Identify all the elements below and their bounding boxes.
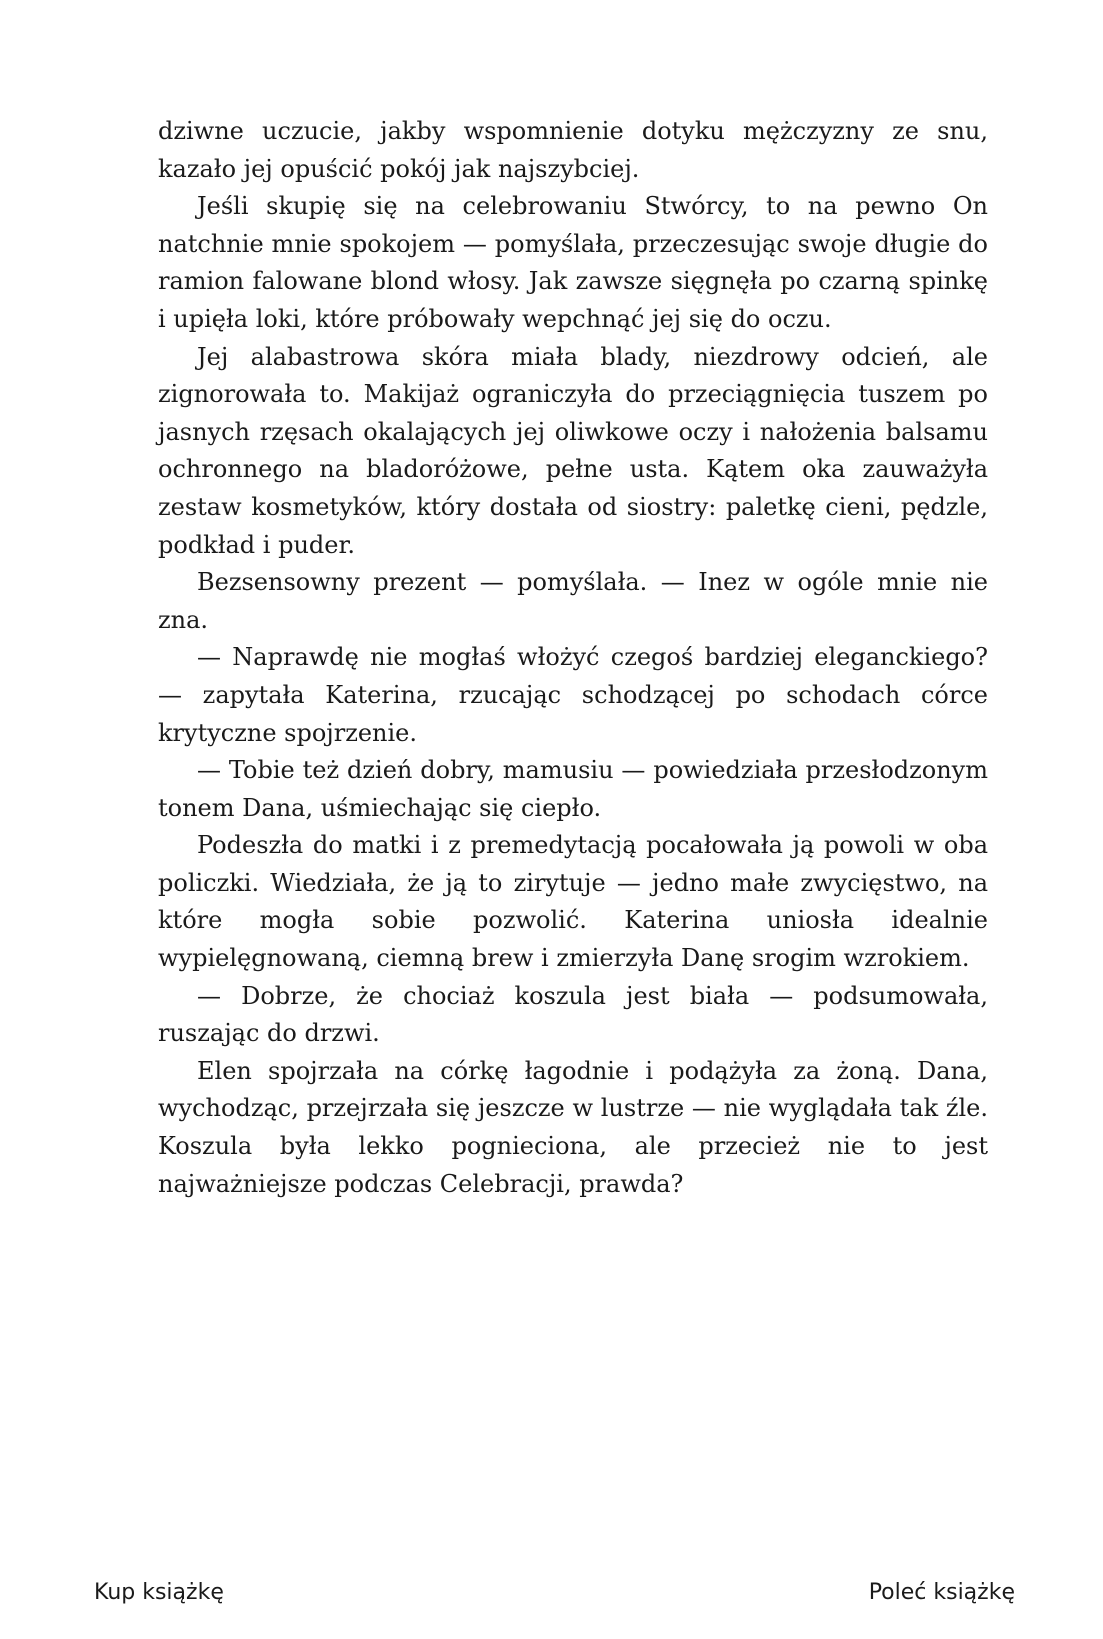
paragraph: Jeśli skupię się na celebrowaniu Stwórcy, to na pewno On natchnie mnie spokojem — pomyślała, przeczesując swoje długie do ramion falowane blond włosy. Jak zawsze sięgnęła po czarną spinkę i upięła loki, które próbowały wepchnąć jej się do oczu. (158, 192, 988, 333)
recommend-book-link[interactable]: Poleć książkę (868, 1580, 1015, 1605)
paragraph: Jej alabastrowa skóra miała blady, niezdrowy odcień, ale zignorowała to. Makijaż ograniczyła do przeciągnięcia tuszem po jasnych rzęsach okalających jej oliwkowe oczy i nałożenia balsamu ochronnego na bladoróżowe, pełne usta. Kątem oka zauważyła zestaw kosmetyków, który dostała od siostry: paletkę cieni, pędzle, podkład i puder. (158, 342, 988, 559)
paragraph: — Dobrze, że chociaż koszula jest biała — podsumowała, ruszając do drzwi. (158, 981, 988, 1048)
body-text (158, 113, 988, 1203)
paragraph: Podeszła do matki i z premedytacją pocałowała ją powoli w oba policzki. Wiedziała, że ją to zirytuje — jedno małe zwycięstwo, na które mogła sobie pozwolić. Katerina uniosła idealnie wypielęgnowaną, ciemną brew i zmierzyła Danę srogim wzrokiem. (158, 831, 988, 973)
paragraph: — Tobie też dzień dobry, mamusiu — powiedziała przesłodzonym tonem Dana, uśmiechając się ciepło. (158, 756, 988, 822)
buy-book-link[interactable]: Kup książkę (94, 1580, 224, 1605)
paragraph: Elen spojrzała na córkę łagodnie i podążyła za żoną. Dana, wychodząc, przejrzała się jeszcze w lustrze — nie wyglądała tak źle. Koszula była lekko pognieciona, ale przecież nie to jest najważniejsze podczas Celebracji, prawda? (158, 1056, 988, 1198)
paragraph: Bezsensowny prezent — pomyślała. — Inez w ogóle mnie nie zna. (158, 568, 988, 634)
paragraph: dziwne uczucie, jakby wspomnienie dotyku mężczyzny ze snu, kazało jej opuścić pokój jak najszybciej. (158, 117, 988, 183)
paragraph: — Naprawdę nie mogłaś włożyć czegoś bardziej eleganckiego? — zapytała Katerina, rzucając schodzącej po schodach córce krytyczne spojrzenie. (158, 643, 988, 747)
